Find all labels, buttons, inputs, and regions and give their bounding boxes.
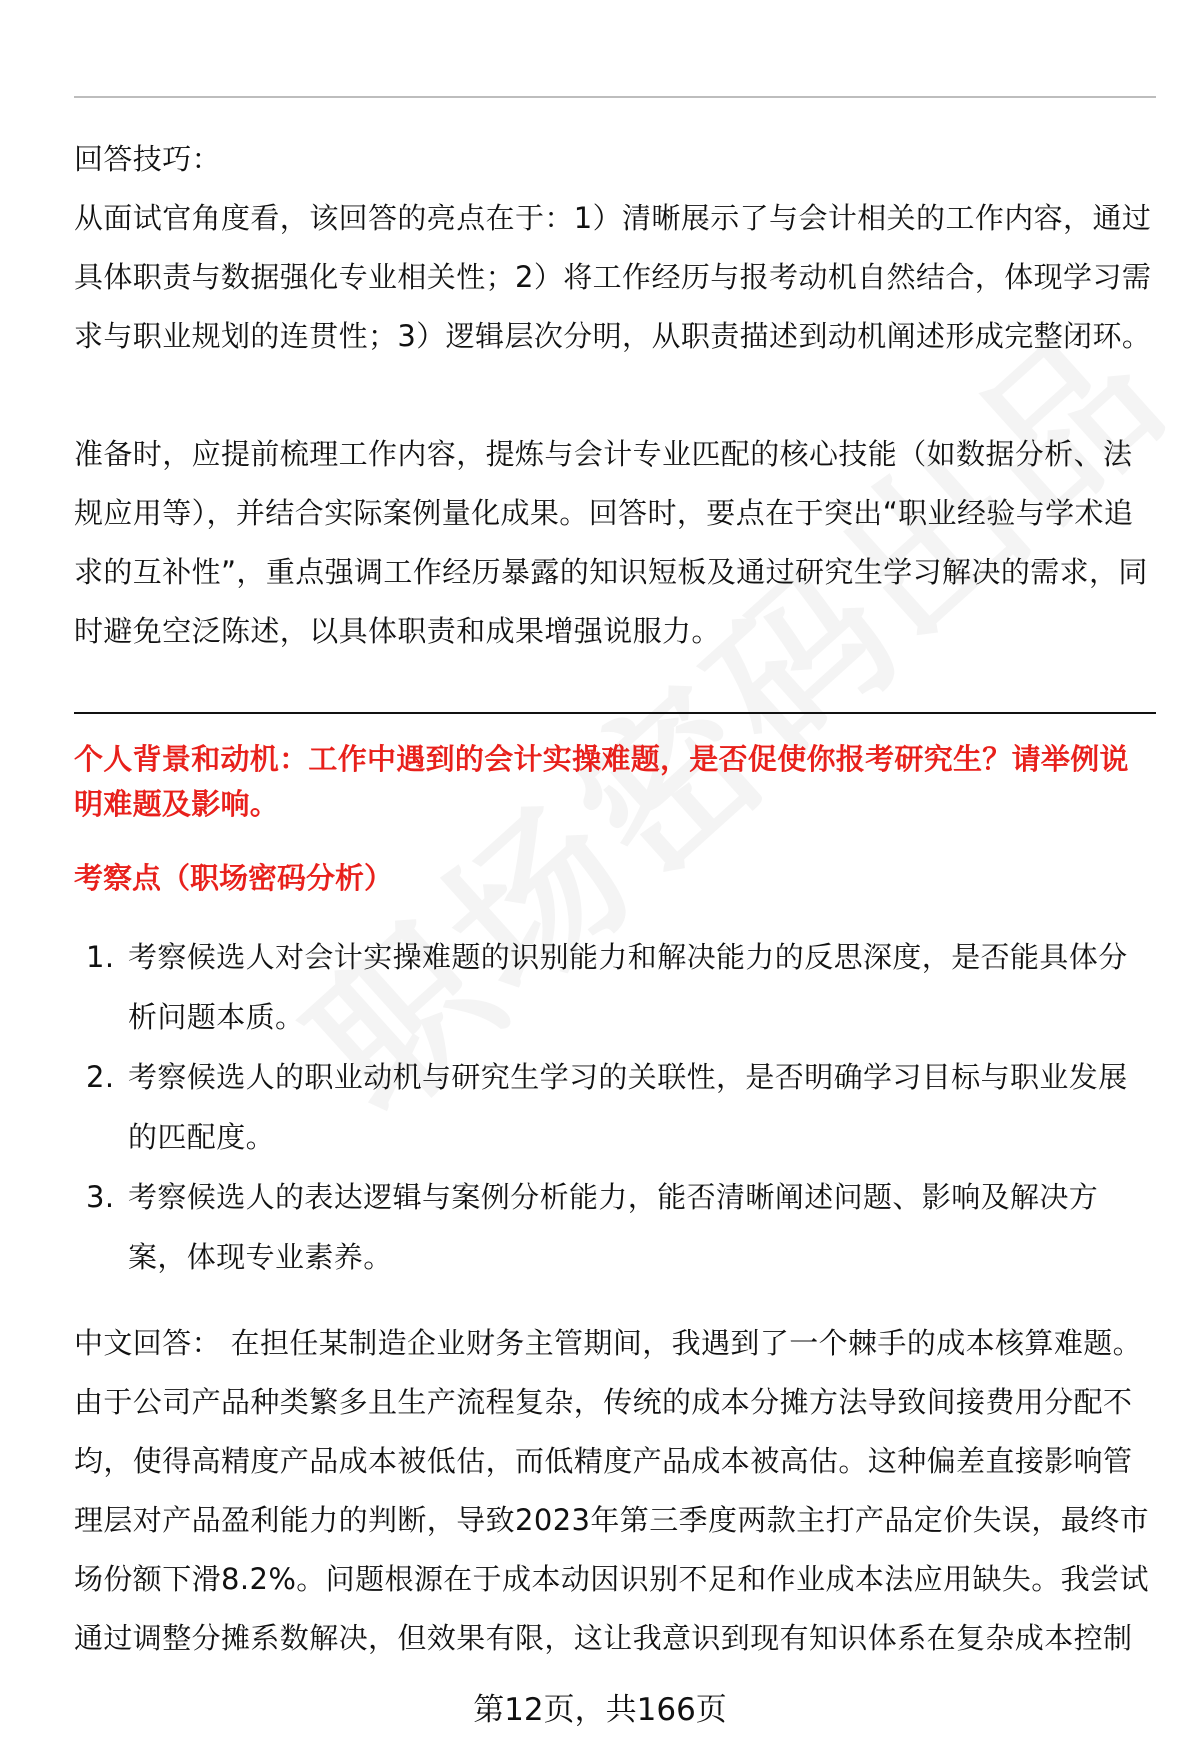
tips-paragraph-2: 准备时，应提前梳理工作内容，提炼与会计专业匹配的核心技能（如数据分析、法规应用等），并结合实际案例量化成果。回答时，要点在于突出“职业经验与学术追求的互补性”，重点强调工作经历暴露的知识短板及通过研究生学习解决的需求，同时避免空泛陈述，以具体职责和成果增强说服力。 xyxy=(74,437,1148,648)
list-item-number: 1. xyxy=(86,940,115,974)
assessment-title: 考察点（职场密码分析） xyxy=(74,861,394,895)
tips-paragraph-1: 从面试官角度看，该回答的亮点在于：1）清晰展示了与会计相关的工作内容，通过具体职责与数据强化专业相关性；2）将工作经历与报考动机自然结合，体现学习需求与职业规划的连贯性；3）逻辑层次分明，从职责描述到动机阐述形成完整闭环。 xyxy=(74,201,1152,353)
top-divider xyxy=(74,96,1156,98)
question-heading: 个人背景和动机：工作中遇到的会计实操难题，是否促使你报考研究生？请举例说明难题及影响。 xyxy=(74,742,1129,821)
list-item-number: 3. xyxy=(86,1180,115,1214)
assessment-list xyxy=(74,927,1156,1287)
list-item xyxy=(74,927,1156,1047)
list-item-text: 考察候选人的职业动机与研究生学习的关联性，是否明确学习目标与职业发展的匹配度。 xyxy=(128,1060,1128,1154)
list-item-number: 2. xyxy=(86,1060,115,1094)
page-number-footer: 第12页，共166页 xyxy=(473,1692,727,1728)
tips-heading: 回答技巧： xyxy=(74,142,222,176)
list-item xyxy=(74,1047,1156,1167)
list-item-text: 考察候选人对会计实操难题的识别能力和解决能力的反思深度，是否能具体分析问题本质。 xyxy=(128,940,1128,1034)
section-divider xyxy=(74,712,1156,714)
answer-paragraph: 中文回答： 在担任某制造企业财务主管期间，我遇到了一个棘手的成本核算难题。由于公司产品种类繁多且生产流程复杂，传统的成本分摊方法导致间接费用分配不均，使得高精度产品成本被低估，而低精度产品成本被高估。这种偏差直接影响管理层对产品盈利能力的判断，导致2023年第三季度两款主打产品定价失误，最终市场份额下滑8.2%。问题根源在于成本动因识别不足和作业成本法应用缺失。我尝试通过调整分摊系数解决，但效果有限，这让我意识到现有知识体系在复杂成本控制 xyxy=(74,1326,1150,1655)
list-item xyxy=(74,1167,1156,1287)
list-item-text: 考察候选人的表达逻辑与案例分析能力，能否清晰阐述问题、影响及解决方案，体现专业素养。 xyxy=(128,1180,1099,1274)
